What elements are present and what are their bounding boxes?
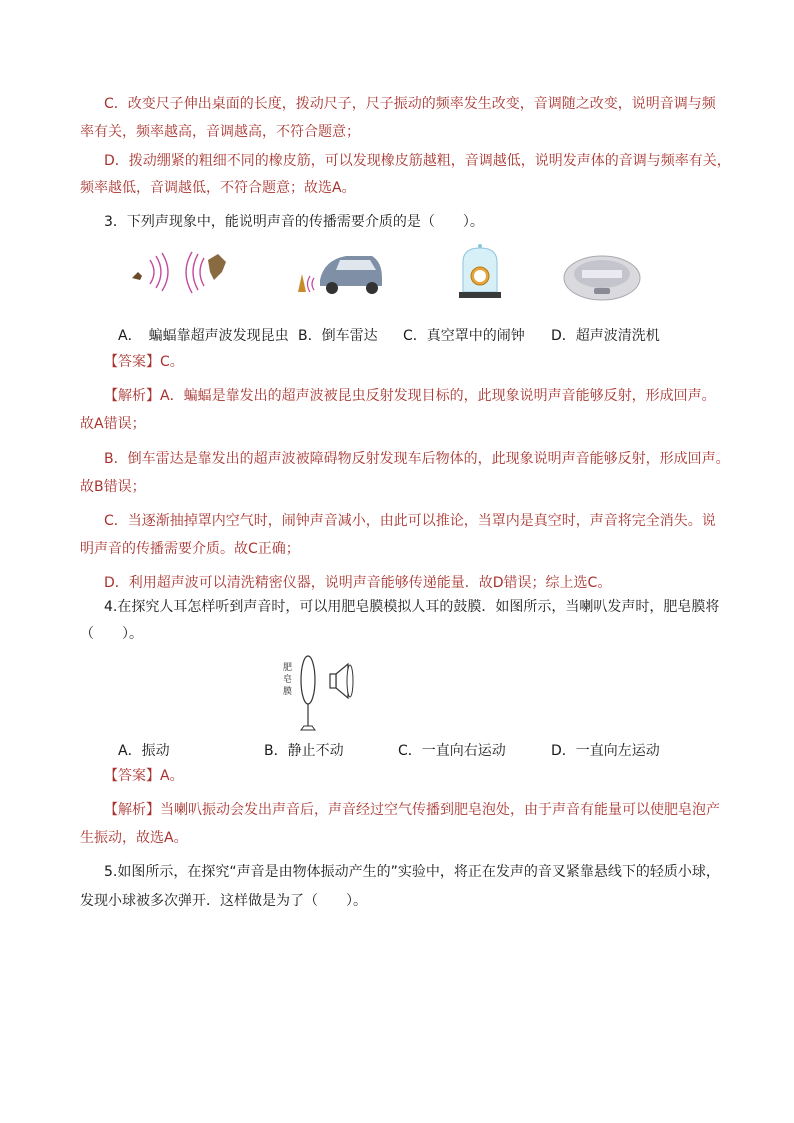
q4-option-d: D．一直向左运动 xyxy=(551,743,660,759)
explanation-line: 故B错误； xyxy=(80,479,146,495)
question-5-cont: 发现小球被多次弹开．这样做是为了（ ）。 xyxy=(80,893,367,909)
text-line: D．拨动绷紧的粗细不同的橡皮筋，可以发现橡皮筋越粗，音调越低，说明发声体的音调与频率有关， xyxy=(104,153,731,169)
q3-option-d: D．超声波清洗机 xyxy=(551,328,660,344)
q3-option-a: A． 蝙蝠靠超声波发现昆虫 xyxy=(118,328,289,344)
question-5: 5.如图所示，在探究“声音是由物体振动产生的”实验中，将正在发声的音叉紧靠悬线下的轻质小球， xyxy=(104,864,720,880)
explanation-line: 故A错误； xyxy=(80,416,146,432)
figure-label: 肥皂膜 xyxy=(283,663,293,697)
answer-3: 【答案】C。 xyxy=(104,354,184,370)
car-reverse-radar-icon xyxy=(290,248,385,298)
explanation-line: B．倒车雷达是靠发出的超声波被障碍物反射发现车后物体的，此现象说明声音能够反射，形成回声。 xyxy=(104,451,730,467)
text-line: 率有关，频率越高，音调越高，不符合题意； xyxy=(80,124,360,140)
answer-4: 【答案】A。 xyxy=(104,768,184,784)
q3-option-c: C．真空罩中的闹钟 xyxy=(403,328,525,344)
q3-option-b: B．倒车雷达 xyxy=(298,328,378,344)
explanation-line: 明声音的传播需要介质。故C正确； xyxy=(80,541,300,557)
text-line: 频率越低，音调越低，不符合题意；故选A。 xyxy=(80,180,356,196)
explanation-line: 生振动，故选A。 xyxy=(80,830,188,846)
q4-option-b: B．静止不动 xyxy=(264,743,344,759)
explanation-line: D．利用超声波可以清洗精密仪器，说明声音能够传递能量．故D错误；综上选C。 xyxy=(104,575,612,591)
bell-jar-clock-icon xyxy=(455,244,505,300)
explanation-line: 【解析】当喇叭振动会发出声音后，声音经过空气传播到肥皂泡处，由于声音有能量可以使肥皂泡产 xyxy=(104,802,720,818)
question-4-cont: （ ）。 xyxy=(80,626,143,642)
explanation-line: C．当逐渐抽掉罩内空气时，闹钟声音减小，由此可以推论，当罩内是真空时，声音将完全消失。说 xyxy=(104,513,716,529)
ultrasonic-cleaner-icon xyxy=(562,248,642,302)
question-4: 4.在探究人耳怎样听到声音时，可以用肥皂膜模拟人耳的鼓膜．如图所示，当喇叭发声时，肥皂膜将 xyxy=(104,599,720,615)
question-3: 3．下列声现象中，能说明声音的传播需要介质的是（ ）。 xyxy=(104,214,484,230)
q4-option-c: C．一直向右运动 xyxy=(398,743,506,759)
soap-film-speaker-icon xyxy=(290,654,360,734)
q4-option-a: A．振动 xyxy=(118,743,170,759)
bat-echolocation-icon xyxy=(130,250,230,295)
explanation-line: 【解析】A．蝙蝠是靠发出的超声波被昆虫反射发现目标的，此现象说明声音能够反射，形成回声。 xyxy=(104,388,716,404)
text-line: C．改变尺子伸出桌面的长度，拨动尺子，尺子振动的频率发生改变，音调随之改变，说明音调与频 xyxy=(104,96,716,112)
